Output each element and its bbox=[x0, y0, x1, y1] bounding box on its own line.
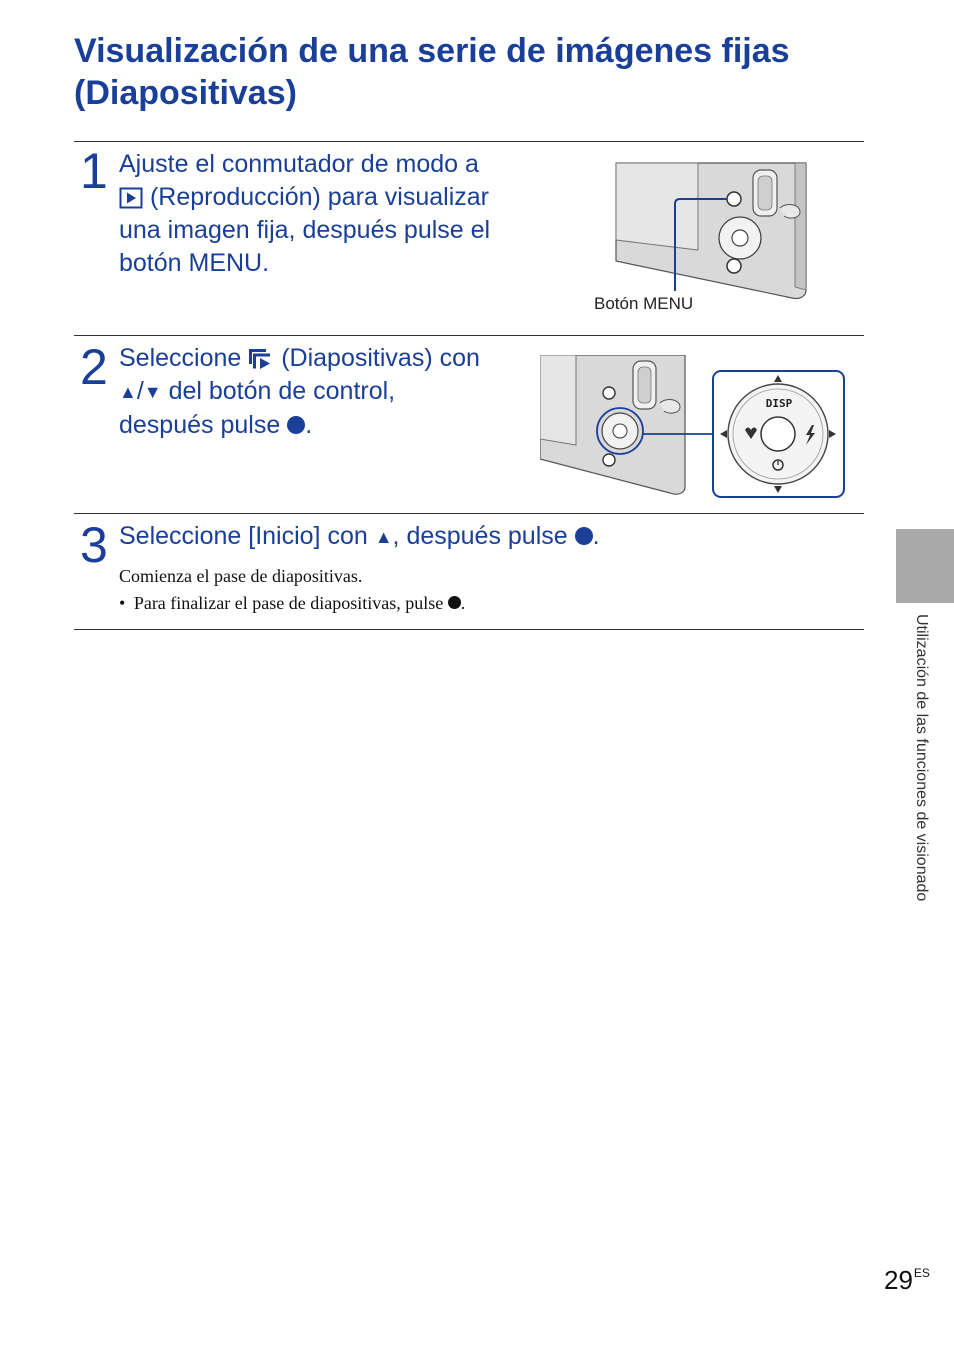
step-1-line-1: Ajuste el conmutador de modo a bbox=[119, 150, 479, 178]
section-label: Utilización de las funciones de visionado bbox=[913, 614, 930, 902]
center-button-icon bbox=[287, 416, 305, 434]
step-3-note bbox=[119, 563, 465, 617]
step-number-1: 1 bbox=[80, 143, 108, 199]
up-arrow-icon: ▲ bbox=[374, 527, 393, 547]
step-3-note-text: Comienza el pase de diapositivas. bbox=[119, 566, 363, 586]
step-2-period: . bbox=[305, 411, 313, 439]
step-2-line-2: del botón de control, bbox=[168, 377, 396, 405]
section-tab bbox=[896, 529, 954, 603]
divider bbox=[74, 629, 864, 630]
menu-button-caption: Botón MENU bbox=[594, 294, 694, 313]
step-3-part-b: , después pulse bbox=[392, 522, 568, 550]
step-number-3: 3 bbox=[80, 517, 108, 573]
page-number bbox=[884, 1265, 930, 1296]
slideshow-icon bbox=[248, 348, 274, 370]
page-title bbox=[74, 30, 874, 114]
divider bbox=[74, 335, 864, 336]
step-number-2: 2 bbox=[80, 339, 108, 395]
step-2-separator: / bbox=[136, 377, 144, 405]
disp-label: DISP bbox=[765, 397, 793, 410]
down-arrow-icon: ▼ bbox=[143, 382, 162, 402]
bullet-mark: • bbox=[119, 593, 126, 613]
camera-back-illustration-2 bbox=[540, 355, 850, 500]
center-button-icon bbox=[575, 527, 593, 545]
step-2-line-3: después pulse bbox=[119, 411, 281, 439]
step-3-bullet: Para finalizar el pase de diapositivas, pulse bbox=[133, 593, 444, 613]
step-3-part-a: Seleccione [Inicio] con bbox=[119, 522, 368, 550]
step-2-line-1-rest: (Diapositivas) con bbox=[281, 344, 480, 372]
divider bbox=[74, 141, 864, 142]
step-1-line-2: (Reproducción) para visualizar bbox=[149, 183, 489, 211]
up-arrow-icon: ▲ bbox=[119, 382, 137, 402]
step-1-text bbox=[119, 148, 490, 280]
page-number-value: 29 bbox=[884, 1265, 913, 1295]
divider bbox=[74, 513, 864, 514]
step-3-text bbox=[119, 520, 600, 554]
step-2-text bbox=[119, 342, 480, 442]
step-1-line-4: botón MENU. bbox=[119, 249, 270, 277]
step-3-period: . bbox=[592, 522, 600, 550]
step-2-select-label: Seleccione bbox=[119, 344, 242, 372]
title-line-2: (Diapositivas) bbox=[74, 74, 297, 112]
page-language: ES bbox=[913, 1266, 930, 1280]
step-1-line-3: una imagen fija, después pulse el bbox=[119, 216, 491, 244]
step-3-bullet-end: . bbox=[460, 593, 466, 613]
title-line-1: Visualización de una serie de imágenes fijas bbox=[74, 32, 790, 70]
center-button-icon bbox=[448, 596, 461, 609]
playback-icon bbox=[119, 187, 143, 209]
